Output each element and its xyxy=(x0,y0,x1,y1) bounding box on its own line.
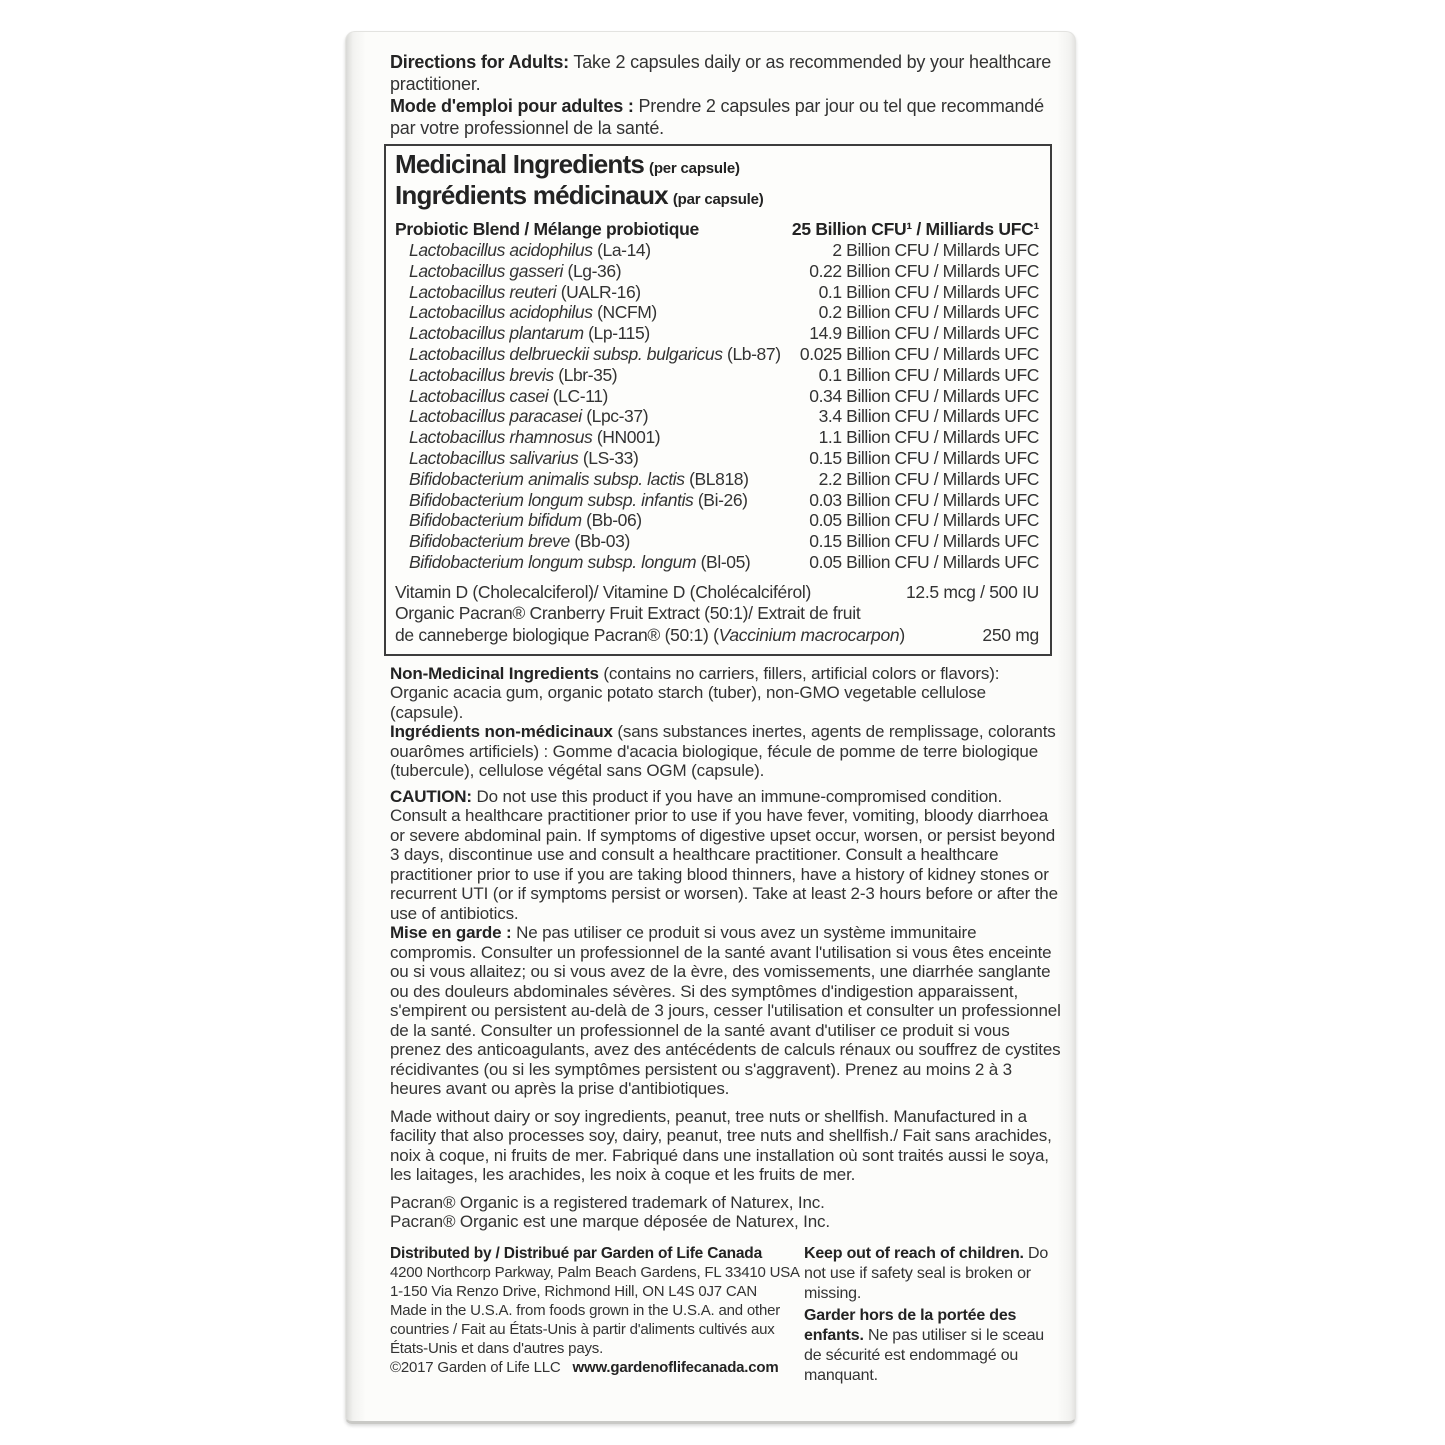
trademark-section xyxy=(390,1193,1061,1232)
strain-amount: 0.05 Billion CFU / Millards UFC xyxy=(809,551,1039,572)
strain-name: Lactobacillus reuteri (UALR-16) xyxy=(409,281,641,302)
made-in-text: Made in the U.S.A. from foods grown in the U.S.A. and other countries / Fait au États-Unis à partir d'aliments cultivés aux États-Unis et dans d'autres pays. xyxy=(390,1301,781,1357)
caution-fr xyxy=(390,923,1061,1099)
website-url: www.gardenoflifecanada.com xyxy=(572,1358,779,1376)
probiotic-strain-row xyxy=(395,510,1039,531)
probiotic-blend-label: Probiotic Blend / Mélange probiotique xyxy=(395,219,699,239)
product-label xyxy=(345,31,1076,1424)
allergen-section xyxy=(390,1107,1061,1185)
directions-en-heading: Directions for Adults: xyxy=(390,52,569,72)
distributor-heading: Distributed by / Distribué par Garden of Life Canada xyxy=(390,1244,762,1262)
keep-away-en-text: Do not use if safety seal is broken or missing. xyxy=(804,1244,1049,1302)
distributor-info xyxy=(390,1244,800,1386)
pacran-line1: Organic Pacran® Cranberry Fruit Extract (50:1)/ Extrait de fruit xyxy=(395,602,861,623)
probiotic-strain-row xyxy=(395,344,1039,365)
strain-amount: 0.05 Billion CFU / Millards UFC xyxy=(809,510,1039,531)
strain-amount: 0.03 Billion CFU / Millards UFC xyxy=(809,489,1039,510)
keep-away-fr-heading: Garder hors de la portée des enfants. xyxy=(804,1306,1017,1344)
strain-amount: 2.2 Billion CFU / Millards UFC xyxy=(818,468,1039,489)
non-medicinal-fr xyxy=(390,722,1061,781)
vitamin-d-row xyxy=(395,582,1039,602)
non-medicinal-fr-heading: Ingrédients non-médicinaux xyxy=(390,722,613,742)
caution-fr-heading: Mise en garde : xyxy=(390,923,512,943)
pacran-latin-name: Vaccinium macrocarpon xyxy=(718,624,900,645)
strain-name: Lactobacillus plantarum (Lp-115) xyxy=(409,323,650,344)
trademark-line1: Pacran® Organic is a registered trademark of Naturex, Inc. xyxy=(390,1192,825,1212)
strain-name: Bifidobacterium longum subsp. infantis (Bi-26) xyxy=(409,489,748,510)
probiotic-strain-row xyxy=(395,552,1039,573)
strain-amount: 14.9 Billion CFU / Millards UFC xyxy=(809,323,1039,344)
probiotic-strain-rows xyxy=(395,240,1039,573)
pacran-line2-pre: de canneberge biologique Pacran® (50:1) ( xyxy=(395,624,719,645)
strain-amount: 0.15 Billion CFU / Millards UFC xyxy=(809,531,1039,552)
strain-name: Lactobacillus brevis (Lbr-35) xyxy=(409,364,618,385)
probiotic-strain-row xyxy=(395,406,1039,427)
copyright-line xyxy=(390,1358,794,1377)
vitamin-d-amount: 12.5 mcg / 500 IU xyxy=(905,581,1039,602)
directions-section xyxy=(390,51,1061,139)
strain-amount: 0.2 Billion CFU / Millards UFC xyxy=(818,302,1039,323)
vitamin-d-label: Vitamin D (Cholecalciferol)/ Vitamine D (Cholécalciférol) xyxy=(395,581,812,602)
directions-en-text: Take 2 capsules daily or as recommended by your healthcare practitioner. xyxy=(390,52,1052,94)
non-medicinal-en xyxy=(390,664,1061,723)
pacran-line2 xyxy=(395,624,905,646)
pacran-line2-row xyxy=(395,624,1039,646)
allergen-text: Made without dairy or soy ingredients, peanut, tree nuts or shellfish. Manufactured in a facility that also processes soy, dairy, peanut, tree nuts and shellfish./ Fait sans arachides, noix à coque, ni fruits de mer. Fabriqué dans une installation où sont traités aussi le soya, les laitages, les arachides, les noix à coque et les fruits de mer. xyxy=(390,1106,1052,1185)
distributor-address-us: 4200 Northcorp Parkway, Palm Beach Gardens, FL 33410 USA xyxy=(390,1263,800,1281)
caution-en-text: Do not use this product if you have an immune-compromised condition. Consult a healthcare practitioner prior to use if you have fever, vomiting, bloody diarrhoea or severe abdominal pain. If symptoms of digestive upset occur, worsen, or persist beyond 3 days, discontinue use and consult a healthcare practitioner. Consult a healthcare practitioner prior to use if you are taking blood thinners, have a history of kidney stones or recurrent UTI (or if symptoms persist or worsen). Take at least 2-3 hours before or after the use of antibiotics. xyxy=(390,786,1058,923)
caution-section xyxy=(390,787,1061,1099)
medicinal-title-fr xyxy=(395,182,1039,213)
distributor-address-ca: 1-150 Via Renzo Drive, Richmond Hill, ON L4S 0J7 CAN xyxy=(390,1282,757,1300)
non-medicinal-fr-text: (sans substances inertes, agents de remplissage, colorants ouarômes artificiels) : Gomme d'acacia biologique, fécule de pomme de terre biologique (tubercule), cellulose végétal sans OGM (capsule). xyxy=(390,722,1056,781)
strain-amount: 3.4 Billion CFU / Millards UFC xyxy=(818,406,1039,427)
copyright-text: ©2017 Garden of Life LLC xyxy=(390,1358,561,1376)
probiotic-strain-row xyxy=(395,282,1039,303)
safety-warnings xyxy=(804,1244,1061,1386)
keep-away-fr xyxy=(804,1306,1061,1386)
probiotic-strain-row xyxy=(395,386,1039,407)
probiotic-strain-row xyxy=(395,531,1039,552)
keep-away-en xyxy=(804,1244,1061,1304)
directions-en xyxy=(390,51,1061,95)
probiotic-blend-amount: 25 Billion CFU¹ / Milliards UFC¹ xyxy=(791,219,1039,239)
strain-name: Lactobacillus delbrueckii subsp. bulgaricus (Lb-87) xyxy=(409,343,781,364)
strain-name: Bifidobacterium longum subsp. longum (Bl-05) xyxy=(409,551,751,572)
probiotic-strain-row xyxy=(395,490,1039,511)
non-medicinal-en-text: (contains no carriers, fillers, artificial colors or flavors): Organic acacia gum, organic potato starch (tuber), non-GMO vegetable cellulose (capsule). xyxy=(390,663,1000,722)
trademark-line2: Pacran® Organic est une marque déposée de Naturex, Inc. xyxy=(390,1212,830,1232)
strain-amount: 2 Billion CFU / Millards UFC xyxy=(832,240,1039,260)
probiotic-strain-row xyxy=(395,240,1039,261)
strain-name: Bifidobacterium bifidum (Bb-06) xyxy=(409,510,642,531)
strain-amount: 0.15 Billion CFU / Millards UFC xyxy=(809,447,1039,468)
pacran-row xyxy=(395,602,1039,646)
pacran-amount: 250 mg xyxy=(982,624,1039,645)
non-medicinal-section xyxy=(390,664,1061,781)
footer-section xyxy=(390,1244,1061,1386)
caution-en-heading: CAUTION: xyxy=(390,786,472,806)
strain-amount: 0.1 Billion CFU / Millards UFC xyxy=(818,281,1039,302)
pacran-line2-post: ) xyxy=(899,624,905,645)
strain-name: Lactobacillus salivarius (LS-33) xyxy=(409,447,639,468)
strain-name: Lactobacillus acidophilus (La-14) xyxy=(409,240,651,260)
probiotic-strain-row xyxy=(395,365,1039,386)
directions-fr xyxy=(390,95,1061,139)
medicinal-title-en xyxy=(395,151,1039,182)
medicinal-title-en-note: (per capsule) xyxy=(649,160,740,177)
strain-name: Bifidobacterium breve (Bb-03) xyxy=(409,531,630,552)
probiotic-strain-row xyxy=(395,469,1039,490)
directions-fr-heading: Mode d'emploi pour adultes : xyxy=(390,96,634,116)
caution-fr-text: Ne pas utiliser ce produit si vous avez un système immunitaire compromis. Consulter un professionnel de la santé avant l'utilisation si vous êtes enceinte ou si vous allaitez; ou si vous avez de la èvre, des vomissements, une diarrhée sanglante ou des douleurs abdominales sévères. Si des symptômes d'indigestion apparaissent, s'empirent ou persistent au-delà de 3 jours, cesser l'utilisation et consulter un professionnel de la santé. Consulter un professionnel de la santé avant d'utiliser ce produit si vous prenez des anticoagulants, avez des antécédents de calculs rénaux ou souffrez de cystites récidivantes (ou si les symptômes persistent ou s'aggravent). Prenez au moins 2 à 3 heures avant ou après la prise d'antibiotiques. xyxy=(390,923,1061,1099)
probiotic-strain-row xyxy=(395,427,1039,448)
strain-name: Lactobacillus rhamnosus (HN001) xyxy=(409,427,661,448)
strain-amount: 0.34 Billion CFU / Millards UFC xyxy=(809,385,1039,406)
non-medicinal-en-heading: Non-Medicinal Ingredients xyxy=(390,663,599,683)
caution-en xyxy=(390,787,1061,924)
probiotic-strain-row xyxy=(395,261,1039,282)
medicinal-title-fr-text: Ingrédients médicinaux xyxy=(395,180,668,210)
strain-amount: 0.1 Billion CFU / Millards UFC xyxy=(818,364,1039,385)
strain-name: Lactobacillus paracasei (Lpc-37) xyxy=(409,406,649,427)
medicinal-title-fr-note: (par capsule) xyxy=(672,191,764,208)
strain-amount: 1.1 Billion CFU / Millards UFC xyxy=(818,427,1039,448)
probiotic-blend-header-row xyxy=(395,218,1039,240)
directions-fr-text: Prendre 2 capsules par jour ou tel que recommandé par votre professionnel de la santé. xyxy=(390,96,1044,138)
probiotic-strain-row xyxy=(395,323,1039,344)
keep-away-fr-text: Ne pas utiliser si le sceau de sécurité est endommagé ou manquant. xyxy=(804,1326,1045,1384)
strain-name: Lactobacillus casei (LC-11) xyxy=(409,385,608,406)
strain-name: Lactobacillus gasseri (Lg-36) xyxy=(409,260,622,281)
strain-name: Lactobacillus acidophilus (NCFM) xyxy=(409,302,657,323)
strain-amount: 0.22 Billion CFU / Millards UFC xyxy=(809,260,1039,281)
keep-away-en-heading: Keep out of reach of children. xyxy=(804,1244,1024,1262)
strain-name: Bifidobacterium animalis subsp. lactis (BL818) xyxy=(409,468,749,489)
medicinal-ingredients-box xyxy=(384,144,1052,656)
medicinal-title-en-text: Medicinal Ingredients xyxy=(395,149,645,179)
probiotic-strain-row xyxy=(395,448,1039,469)
strain-amount: 0.025 Billion CFU / Millards UFC xyxy=(799,343,1039,364)
probiotic-strain-row xyxy=(395,302,1039,323)
